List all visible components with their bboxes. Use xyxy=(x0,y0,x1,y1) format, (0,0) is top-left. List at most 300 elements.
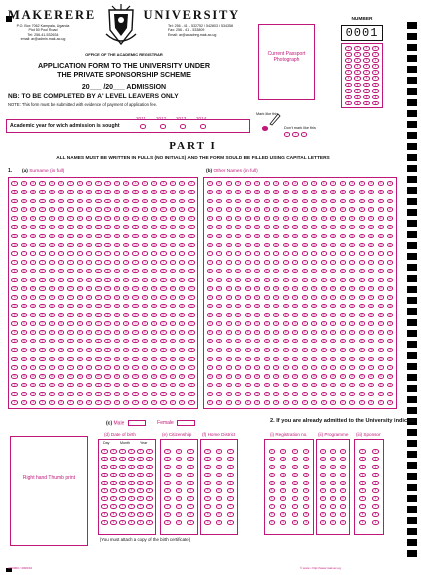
digit-bubble[interactable]: 3 xyxy=(340,473,346,478)
letter-bubble[interactable]: X xyxy=(123,383,129,388)
letter-bubble[interactable]: L xyxy=(179,278,185,283)
letter-bubble[interactable]: U xyxy=(254,357,260,362)
letter-bubble[interactable]: T xyxy=(114,348,120,353)
letter-bubble[interactable]: X xyxy=(160,383,166,388)
letter-bubble[interactable]: H xyxy=(67,243,73,248)
letter-bubble[interactable]: O xyxy=(49,304,55,309)
letter-bubble[interactable]: K xyxy=(264,269,270,274)
number-digit-bubble[interactable]: 4 xyxy=(345,70,351,75)
letter-bubble[interactable]: Z xyxy=(216,400,222,405)
letter-bubble[interactable]: Y xyxy=(86,392,92,397)
letter-bubble[interactable]: O xyxy=(86,304,92,309)
letter-bubble[interactable]: J xyxy=(39,260,45,265)
letter-bubble[interactable]: I xyxy=(95,251,101,256)
letter-bubble[interactable]: S xyxy=(30,339,36,344)
letter-bubble[interactable]: Q xyxy=(226,321,232,326)
letter-bubble[interactable]: O xyxy=(292,304,298,309)
letter-bubble[interactable]: T xyxy=(188,348,194,353)
letter-bubble[interactable]: S xyxy=(11,339,17,344)
letter-bubble[interactable]: A xyxy=(207,181,213,186)
letter-bubble[interactable]: I xyxy=(49,251,55,256)
letter-bubble[interactable]: I xyxy=(311,251,317,256)
letter-bubble[interactable]: U xyxy=(179,357,185,362)
letter-bubble[interactable]: B xyxy=(104,190,110,195)
digit-bubble[interactable]: 4 xyxy=(372,481,378,486)
letter-bubble[interactable]: C xyxy=(86,199,92,204)
letter-bubble[interactable]: O xyxy=(302,304,308,309)
letter-bubble[interactable]: C xyxy=(142,199,148,204)
letter-bubble[interactable]: T xyxy=(170,348,176,353)
letter-bubble[interactable]: V xyxy=(179,365,185,370)
letter-bubble[interactable]: B xyxy=(321,190,327,195)
letter-bubble[interactable]: K xyxy=(21,269,27,274)
letter-bubble[interactable]: F xyxy=(11,225,17,230)
letter-bubble[interactable]: K xyxy=(151,269,157,274)
letter-bubble[interactable]: L xyxy=(264,278,270,283)
letter-bubble[interactable]: E xyxy=(359,216,365,221)
letter-bubble[interactable]: N xyxy=(368,295,374,300)
letter-bubble[interactable]: P xyxy=(170,313,176,318)
letter-bubble[interactable]: C xyxy=(207,199,213,204)
letter-bubble[interactable]: J xyxy=(387,260,393,265)
letter-bubble[interactable]: J xyxy=(188,260,194,265)
digit-bubble[interactable]: 0 xyxy=(164,449,170,454)
letter-bubble[interactable]: N xyxy=(226,295,232,300)
letter-bubble[interactable]: G xyxy=(292,234,298,239)
letter-bubble[interactable]: U xyxy=(207,357,213,362)
letter-bubble[interactable]: Z xyxy=(11,400,17,405)
letter-bubble[interactable]: V xyxy=(21,365,27,370)
digit-bubble[interactable]: 2 xyxy=(164,465,170,470)
letter-bubble[interactable]: V xyxy=(49,365,55,370)
digit-bubble[interactable]: 6 xyxy=(128,496,134,501)
digit-bubble[interactable]: 5 xyxy=(204,488,210,493)
digit-bubble[interactable]: 4 xyxy=(137,481,143,486)
letter-bubble[interactable]: H xyxy=(368,243,374,248)
letter-bubble[interactable]: I xyxy=(340,251,346,256)
letter-bubble[interactable]: P xyxy=(340,313,346,318)
letter-bubble[interactable]: W xyxy=(97,375,100,379)
digit-bubble[interactable]: 1 xyxy=(128,457,134,462)
letter-bubble[interactable]: Y xyxy=(273,392,279,397)
letter-bubble[interactable]: S xyxy=(188,339,194,344)
letter-bubble[interactable]: O xyxy=(349,304,355,309)
letter-bubble[interactable]: K xyxy=(368,269,374,274)
letter-bubble[interactable]: U xyxy=(30,357,36,362)
letter-bubble[interactable]: R xyxy=(378,330,384,335)
letter-bubble[interactable]: Q xyxy=(283,321,289,326)
letter-bubble[interactable]: N xyxy=(321,295,327,300)
letter-bubble[interactable]: K xyxy=(11,269,17,274)
letter-bubble[interactable]: I xyxy=(387,251,393,256)
letter-bubble[interactable]: Y xyxy=(378,392,384,397)
digit-bubble[interactable]: 8 xyxy=(216,512,222,517)
letter-bubble[interactable]: N xyxy=(30,295,36,300)
letter-bubble[interactable]: C xyxy=(216,199,222,204)
letter-bubble[interactable]: A xyxy=(368,181,374,186)
digit-bubble[interactable]: 2 xyxy=(227,465,233,470)
letter-bubble[interactable]: Y xyxy=(292,392,298,397)
letter-bubble[interactable]: T xyxy=(142,348,148,353)
letter-bubble[interactable]: B xyxy=(349,190,355,195)
letter-bubble[interactable]: B xyxy=(77,190,83,195)
digit-bubble[interactable]: 5 xyxy=(340,488,346,493)
letter-bubble[interactable]: R xyxy=(142,330,148,335)
letter-bubble[interactable]: G xyxy=(273,234,279,239)
letter-bubble[interactable]: A xyxy=(273,181,279,186)
letter-bubble[interactable]: K xyxy=(340,269,346,274)
number-digit-bubble[interactable]: 8 xyxy=(354,95,360,100)
letter-bubble[interactable]: K xyxy=(104,269,110,274)
digit-bubble[interactable]: 8 xyxy=(303,512,309,517)
letter-bubble[interactable]: R xyxy=(95,330,101,335)
letter-bubble[interactable]: J xyxy=(142,260,148,265)
number-digit-bubble[interactable]: 6 xyxy=(345,83,351,88)
letter-bubble[interactable]: T xyxy=(11,348,17,353)
letter-bubble[interactable]: N xyxy=(77,295,83,300)
letter-bubble[interactable]: R xyxy=(123,330,129,335)
letter-bubble[interactable]: L xyxy=(226,278,232,283)
letter-bubble[interactable]: X xyxy=(170,383,176,388)
digit-bubble[interactable]: 6 xyxy=(101,496,107,501)
letter-bubble[interactable]: C xyxy=(235,199,241,204)
letter-bubble[interactable]: L xyxy=(245,278,251,283)
letter-bubble[interactable]: Z xyxy=(104,400,110,405)
letter-bubble[interactable]: Z xyxy=(245,400,251,405)
letter-bubble[interactable]: X xyxy=(151,383,157,388)
digit-bubble[interactable]: 8 xyxy=(164,512,170,517)
letter-bubble[interactable]: S xyxy=(86,339,92,344)
digit-bubble[interactable]: 8 xyxy=(292,512,298,517)
digit-bubble[interactable]: 6 xyxy=(110,496,116,501)
letter-bubble[interactable]: Y xyxy=(151,392,157,397)
letter-bubble[interactable]: C xyxy=(321,199,327,204)
letter-bubble[interactable]: M xyxy=(21,286,27,291)
letter-bubble[interactable]: L xyxy=(330,278,336,283)
letter-bubble[interactable]: C xyxy=(21,199,27,204)
digit-bubble[interactable]: 9 xyxy=(110,520,116,525)
letter-bubble[interactable]: A xyxy=(142,181,148,186)
letter-bubble[interactable]: S xyxy=(349,339,355,344)
letter-bubble[interactable]: M xyxy=(311,286,317,291)
letter-bubble[interactable]: T xyxy=(123,348,129,353)
letter-bubble[interactable]: A xyxy=(170,181,176,186)
digit-bubble[interactable]: 9 xyxy=(176,520,182,525)
letter-bubble[interactable]: I xyxy=(86,251,92,256)
letter-bubble[interactable]: P xyxy=(132,313,138,318)
letter-bubble[interactable]: D xyxy=(67,207,73,212)
letter-bubble[interactable]: W xyxy=(22,375,26,379)
letter-bubble[interactable]: C xyxy=(160,199,166,204)
letter-bubble[interactable]: U xyxy=(330,357,336,362)
number-digit-bubble[interactable]: 3 xyxy=(354,64,360,69)
letter-bubble[interactable]: T xyxy=(226,348,232,353)
letter-bubble[interactable]: H xyxy=(359,243,365,248)
letter-bubble[interactable]: D xyxy=(207,207,213,212)
letter-bubble[interactable]: J xyxy=(330,260,336,265)
letter-bubble[interactable]: T xyxy=(368,348,374,353)
digit-bubble[interactable]: 8 xyxy=(269,512,275,517)
letter-bubble[interactable]: L xyxy=(95,278,101,283)
letter-bubble[interactable]: L xyxy=(132,278,138,283)
letter-bubble[interactable]: N xyxy=(378,295,384,300)
letter-bubble[interactable]: F xyxy=(283,225,289,230)
letter-bubble[interactable]: I xyxy=(321,251,327,256)
letter-bubble[interactable]: D xyxy=(151,207,157,212)
letter-bubble[interactable]: J xyxy=(95,260,101,265)
digit-bubble[interactable]: 7 xyxy=(359,504,365,509)
letter-bubble[interactable]: P xyxy=(86,313,92,318)
letter-bubble[interactable]: F xyxy=(368,225,374,230)
letter-bubble[interactable]: M xyxy=(179,286,185,291)
letter-bubble[interactable]: Q xyxy=(264,321,270,326)
letter-bubble[interactable]: S xyxy=(170,339,176,344)
letter-bubble[interactable]: S xyxy=(216,339,222,344)
letter-bubble[interactable]: U xyxy=(226,357,232,362)
digit-bubble[interactable]: 3 xyxy=(216,473,222,478)
digit-bubble[interactable]: 0 xyxy=(187,449,193,454)
letter-bubble[interactable]: T xyxy=(95,348,101,353)
letter-bubble[interactable]: O xyxy=(170,304,176,309)
letter-bubble[interactable]: S xyxy=(114,339,120,344)
letter-bubble[interactable]: P xyxy=(179,313,185,318)
letter-bubble[interactable]: H xyxy=(216,243,222,248)
letter-bubble[interactable]: X xyxy=(254,383,260,388)
letter-bubble[interactable]: S xyxy=(39,339,45,344)
letter-bubble[interactable]: X xyxy=(188,383,194,388)
letter-bubble[interactable]: Z xyxy=(207,400,213,405)
letter-bubble[interactable]: V xyxy=(245,365,251,370)
letter-bubble[interactable]: W xyxy=(360,375,363,379)
letter-bubble[interactable]: G xyxy=(114,234,120,239)
digit-bubble[interactable]: 7 xyxy=(146,504,152,509)
letter-bubble[interactable]: C xyxy=(264,199,270,204)
letter-bubble[interactable]: R xyxy=(86,330,92,335)
letter-bubble[interactable]: E xyxy=(58,216,64,221)
letter-bubble[interactable]: R xyxy=(67,330,73,335)
digit-bubble[interactable]: 4 xyxy=(303,481,309,486)
letter-bubble[interactable]: Q xyxy=(245,321,251,326)
letter-bubble[interactable]: J xyxy=(311,260,317,265)
letter-bubble[interactable]: F xyxy=(207,225,213,230)
letter-bubble[interactable]: B xyxy=(302,190,308,195)
digit-bubble[interactable]: 4 xyxy=(164,481,170,486)
digit-bubble[interactable]: 4 xyxy=(292,481,298,486)
letter-bubble[interactable]: G xyxy=(340,234,346,239)
letter-bubble[interactable]: R xyxy=(387,330,393,335)
letter-bubble[interactable]: R xyxy=(132,330,138,335)
digit-bubble[interactable]: 5 xyxy=(176,488,182,493)
letter-bubble[interactable]: N xyxy=(160,295,166,300)
letter-bubble[interactable]: I xyxy=(11,251,17,256)
letter-bubble[interactable]: N xyxy=(349,295,355,300)
digit-bubble[interactable]: 9 xyxy=(292,520,298,525)
letter-bubble[interactable]: V xyxy=(235,365,241,370)
digit-bubble[interactable]: 2 xyxy=(110,465,116,470)
letter-bubble[interactable]: J xyxy=(21,260,27,265)
digit-bubble[interactable]: 1 xyxy=(269,457,275,462)
letter-bubble[interactable]: P xyxy=(330,313,336,318)
letter-bubble[interactable]: K xyxy=(77,269,83,274)
digit-bubble[interactable]: 0 xyxy=(340,449,346,454)
letter-bubble[interactable]: N xyxy=(216,295,222,300)
letter-bubble[interactable]: F xyxy=(30,225,36,230)
letter-bubble[interactable]: Z xyxy=(378,400,384,405)
letter-bubble[interactable]: P xyxy=(142,313,148,318)
letter-bubble[interactable]: F xyxy=(21,225,27,230)
letter-bubble[interactable]: Z xyxy=(86,400,92,405)
letter-bubble[interactable]: F xyxy=(39,225,45,230)
letter-bubble[interactable]: I xyxy=(378,251,384,256)
letter-bubble[interactable]: I xyxy=(302,251,308,256)
letter-bubble[interactable]: U xyxy=(216,357,222,362)
letter-bubble[interactable]: G xyxy=(11,234,17,239)
letter-bubble[interactable]: V xyxy=(311,365,317,370)
letter-bubble[interactable]: Q xyxy=(188,321,194,326)
letter-bubble[interactable]: R xyxy=(104,330,110,335)
letter-bubble[interactable]: Y xyxy=(30,392,36,397)
letter-bubble[interactable]: W xyxy=(227,375,230,379)
letter-bubble[interactable]: R xyxy=(11,330,17,335)
letter-bubble[interactable]: W xyxy=(59,375,63,379)
letter-bubble[interactable]: O xyxy=(11,304,17,309)
letter-bubble[interactable]: M xyxy=(330,286,336,291)
letter-bubble[interactable]: X xyxy=(302,383,308,388)
letter-bubble[interactable]: L xyxy=(104,278,110,283)
letter-bubble[interactable]: M xyxy=(245,286,251,291)
letter-bubble[interactable]: K xyxy=(245,269,251,274)
letter-bubble[interactable]: R xyxy=(77,330,83,335)
number-bubble-grid[interactable] xyxy=(341,43,383,108)
letter-bubble[interactable]: A xyxy=(283,181,289,186)
letter-bubble[interactable]: Z xyxy=(387,400,393,405)
letter-bubble[interactable]: K xyxy=(170,269,176,274)
digit-bubble[interactable]: 9 xyxy=(359,520,365,525)
letter-bubble[interactable]: Z xyxy=(330,400,336,405)
letter-bubble[interactable]: X xyxy=(67,383,73,388)
letter-bubble[interactable]: Q xyxy=(302,321,308,326)
digit-bubble[interactable]: 2 xyxy=(119,465,125,470)
letter-bubble[interactable]: D xyxy=(311,207,317,212)
letter-bubble[interactable]: N xyxy=(387,295,393,300)
letter-bubble[interactable]: S xyxy=(254,339,260,344)
letter-bubble[interactable]: M xyxy=(321,286,327,291)
letter-bubble[interactable]: O xyxy=(67,304,73,309)
letter-bubble[interactable]: Q xyxy=(330,321,336,326)
letter-bubble[interactable]: D xyxy=(114,207,120,212)
letter-bubble[interactable]: P xyxy=(58,313,64,318)
letter-bubble[interactable]: E xyxy=(49,216,55,221)
letter-bubble[interactable]: W xyxy=(389,375,392,379)
letter-bubble[interactable]: S xyxy=(387,339,393,344)
letter-bubble[interactable]: Z xyxy=(283,400,289,405)
letter-bubble[interactable]: C xyxy=(58,199,64,204)
letter-bubble[interactable]: S xyxy=(283,339,289,344)
letter-bubble[interactable]: I xyxy=(330,251,336,256)
letter-bubble[interactable]: J xyxy=(283,260,289,265)
letter-bubble[interactable]: S xyxy=(368,339,374,344)
letter-bubble[interactable]: L xyxy=(387,278,393,283)
letter-bubble[interactable]: F xyxy=(226,225,232,230)
letter-bubble[interactable]: D xyxy=(235,207,241,212)
letter-bubble[interactable]: L xyxy=(170,278,176,283)
letter-bubble[interactable]: I xyxy=(151,251,157,256)
letter-bubble[interactable]: D xyxy=(142,207,148,212)
digit-bubble[interactable]: 7 xyxy=(330,504,336,509)
letter-bubble[interactable]: M xyxy=(39,286,45,291)
letter-bubble[interactable]: L xyxy=(142,278,148,283)
letter-bubble[interactable]: B xyxy=(245,190,251,195)
letter-bubble[interactable]: V xyxy=(330,365,336,370)
digit-bubble[interactable]: 1 xyxy=(292,457,298,462)
letter-bubble[interactable]: C xyxy=(311,199,317,204)
digit-bubble[interactable]: 1 xyxy=(227,457,233,462)
letter-bubble[interactable]: U xyxy=(67,357,73,362)
letter-bubble[interactable]: R xyxy=(39,330,45,335)
letter-bubble[interactable]: B xyxy=(387,190,393,195)
letter-bubble[interactable]: K xyxy=(132,269,138,274)
number-digit-bubble[interactable]: 5 xyxy=(363,76,369,81)
letter-bubble[interactable]: W xyxy=(246,375,249,379)
number-digit-bubble[interactable]: 6 xyxy=(363,83,369,88)
letter-bubble[interactable]: R xyxy=(21,330,27,335)
letter-bubble[interactable]: F xyxy=(359,225,365,230)
letter-bubble[interactable]: T xyxy=(235,348,241,353)
number-digit-bubble[interactable]: 9 xyxy=(354,101,360,106)
letter-bubble[interactable]: R xyxy=(216,330,222,335)
digit-bubble[interactable]: 0 xyxy=(359,449,365,454)
digit-bubble[interactable]: 2 xyxy=(176,465,182,470)
digit-bubble[interactable]: 1 xyxy=(303,457,309,462)
letter-bubble[interactable]: C xyxy=(188,199,194,204)
digit-bubble[interactable]: 7 xyxy=(280,504,286,509)
letter-bubble[interactable]: H xyxy=(95,243,101,248)
letter-bubble[interactable]: Z xyxy=(95,400,101,405)
digit-bubble[interactable]: 7 xyxy=(101,504,107,509)
digit-bubble[interactable]: 7 xyxy=(292,504,298,509)
letter-bubble[interactable]: J xyxy=(226,260,232,265)
letter-bubble[interactable]: F xyxy=(321,225,327,230)
dob-bubble-grid[interactable] xyxy=(100,449,154,525)
letter-bubble[interactable]: X xyxy=(142,383,148,388)
letter-bubble[interactable]: B xyxy=(273,190,279,195)
digit-bubble[interactable]: 0 xyxy=(176,449,182,454)
letter-bubble[interactable]: J xyxy=(359,260,365,265)
digit-bubble[interactable]: 1 xyxy=(330,457,336,462)
letter-bubble[interactable]: I xyxy=(207,251,213,256)
digit-bubble[interactable]: 7 xyxy=(119,504,125,509)
letter-bubble[interactable]: L xyxy=(321,278,327,283)
letter-bubble[interactable]: T xyxy=(39,348,45,353)
digit-bubble[interactable]: 0 xyxy=(330,449,336,454)
letter-bubble[interactable]: P xyxy=(151,313,157,318)
letter-bubble[interactable]: G xyxy=(235,234,241,239)
letter-bubble[interactable]: N xyxy=(311,295,317,300)
letter-bubble[interactable]: R xyxy=(330,330,336,335)
letter-bubble[interactable]: R xyxy=(151,330,157,335)
number-digit-bubble[interactable]: 1 xyxy=(372,52,378,57)
letter-bubble[interactable]: J xyxy=(58,260,64,265)
letter-bubble[interactable]: H xyxy=(49,243,55,248)
letter-bubble[interactable]: N xyxy=(283,295,289,300)
letter-bubble[interactable]: P xyxy=(77,313,83,318)
letter-bubble[interactable]: D xyxy=(292,207,298,212)
letter-bubble[interactable]: B xyxy=(21,190,27,195)
letter-bubble[interactable]: F xyxy=(254,225,260,230)
digit-bubble[interactable]: 3 xyxy=(146,473,152,478)
letter-bubble[interactable]: N xyxy=(58,295,64,300)
digit-bubble[interactable]: 5 xyxy=(101,488,107,493)
